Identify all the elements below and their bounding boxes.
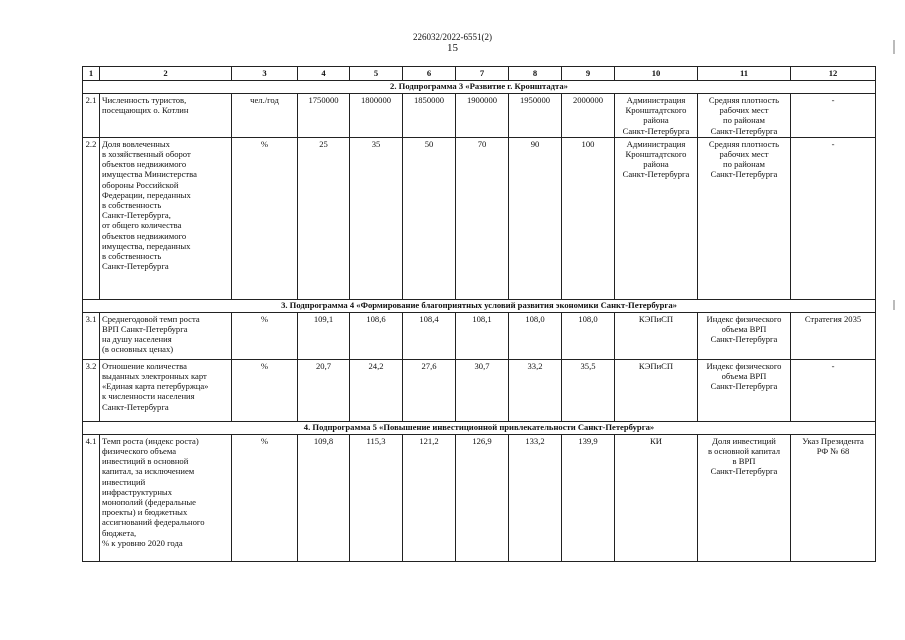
col-header: 4 <box>298 67 350 81</box>
value-cell: 109,8 <box>298 434 350 561</box>
value-cell: 27,6 <box>403 359 456 421</box>
col-header: 11 <box>698 67 791 81</box>
table-row <box>83 94 876 138</box>
col-header: 6 <box>403 67 456 81</box>
value-cell: 1750000 <box>298 94 350 138</box>
related-indicator-cell: Индекс физического объема ВРП Санкт-Петербурга <box>698 359 791 421</box>
value-cell: 1850000 <box>403 94 456 138</box>
value-cell: 30,7 <box>456 359 509 421</box>
related-indicator-cell: Индекс физического объема ВРП Санкт-Петербурга <box>698 312 791 359</box>
value-cell: 109,1 <box>298 312 350 359</box>
section-title: 2. Подпрограмма 3 «Развитие г. Кронштадта» <box>83 81 876 94</box>
row-number: 2.1 <box>83 94 100 138</box>
source-cell: - <box>791 94 876 138</box>
indicator-name: Темп роста (индекс роста) физического объема инвестиций в основной капитал, за исключением инвестиций инфраструктурных монополий (федеральные проекты) и бюджетных ассигнований федерального бюджета, % к уровню 2020 года <box>100 434 232 561</box>
responsible-cell: КИ <box>615 434 698 561</box>
value-cell: 25 <box>298 137 350 299</box>
value-cell: 2000000 <box>562 94 615 138</box>
value-cell: 20,7 <box>298 359 350 421</box>
column-header-row <box>83 67 876 81</box>
scan-artifact <box>893 300 895 310</box>
indicators-table <box>82 66 876 562</box>
value-cell: 115,3 <box>350 434 403 561</box>
value-cell: 1950000 <box>509 94 562 138</box>
row-number: 3.1 <box>83 312 100 359</box>
value-cell: 108,0 <box>562 312 615 359</box>
indicator-name: Доля вовлеченных в хозяйственный оборот объектов недвижимого имущества Министерства обороны Российской Федерации, переданных в собственность Санкт-Петербурга, от общего количества объектов недвижимого имущества, переданных в собственность Санкт-Петербурга <box>100 137 232 299</box>
value-cell: 1900000 <box>456 94 509 138</box>
source-cell: Стратегия 2035 <box>791 312 876 359</box>
responsible-cell: КЭПиСП <box>615 359 698 421</box>
responsible-cell: КЭПиСП <box>615 312 698 359</box>
table-row <box>83 312 876 359</box>
section-header-row <box>83 81 876 94</box>
col-header: 8 <box>509 67 562 81</box>
value-cell: 100 <box>562 137 615 299</box>
row-number: 3.2 <box>83 359 100 421</box>
col-header: 10 <box>615 67 698 81</box>
unit-cell: % <box>232 359 298 421</box>
table-row <box>83 137 876 299</box>
section-title: 3. Подпрограмма 4 «Формирование благоприятных условий развития экономики Санкт-Петербурга» <box>83 299 876 312</box>
value-cell: 121,2 <box>403 434 456 561</box>
col-header: 3 <box>232 67 298 81</box>
value-cell: 70 <box>456 137 509 299</box>
related-indicator-cell: Средняя плотность рабочих мест по районам Санкт-Петербурга <box>698 137 791 299</box>
value-cell: 126,9 <box>456 434 509 561</box>
value-cell: 90 <box>509 137 562 299</box>
section-header-row <box>83 299 876 312</box>
col-header: 7 <box>456 67 509 81</box>
value-cell: 35,5 <box>562 359 615 421</box>
scan-artifact <box>893 40 895 54</box>
related-indicator-cell: Средняя плотность рабочих мест по районам Санкт-Петербурга <box>698 94 791 138</box>
registry-number: 226032/2022-6551(2) <box>413 32 492 42</box>
value-cell: 108,1 <box>456 312 509 359</box>
value-cell: 108,0 <box>509 312 562 359</box>
value-cell: 24,2 <box>350 359 403 421</box>
value-cell: 108,6 <box>350 312 403 359</box>
col-header: 12 <box>791 67 876 81</box>
responsible-cell: Администрация Кронштадтского района Санкт-Петербурга <box>615 137 698 299</box>
unit-cell: % <box>232 137 298 299</box>
indicator-name: Среднегодовой темп роста ВРП Санкт-Петербурга на душу населения (в основных ценах) <box>100 312 232 359</box>
source-cell: - <box>791 137 876 299</box>
value-cell: 1800000 <box>350 94 403 138</box>
table-row <box>83 359 876 421</box>
indicator-name: Численность туристов, посещающих о. Котлин <box>100 94 232 138</box>
indicator-name: Отношение количества выданных электронных карт «Единая карта петербуржца» к численности населения Санкт-Петербурга <box>100 359 232 421</box>
value-cell: 35 <box>350 137 403 299</box>
unit-cell: чел./год <box>232 94 298 138</box>
related-indicator-cell: Доля инвестиций в основной капитал в ВРП Санкт-Петербурга <box>698 434 791 561</box>
value-cell: 108,4 <box>403 312 456 359</box>
col-header: 1 <box>83 67 100 81</box>
table-body <box>83 81 876 562</box>
row-number: 4.1 <box>83 434 100 561</box>
responsible-cell: Администрация Кронштадтского района Санкт-Петербурга <box>615 94 698 138</box>
page-number: 15 <box>447 42 458 54</box>
section-title: 4. Подпрограмма 5 «Повышение инвестиционной привлекательности Санкт-Петербурга» <box>83 421 876 434</box>
value-cell: 33,2 <box>509 359 562 421</box>
value-cell: 50 <box>403 137 456 299</box>
unit-cell: % <box>232 434 298 561</box>
value-cell: 133,2 <box>509 434 562 561</box>
value-cell: 139,9 <box>562 434 615 561</box>
col-header: 5 <box>350 67 403 81</box>
section-header-row <box>83 421 876 434</box>
source-cell: - <box>791 359 876 421</box>
row-number: 2.2 <box>83 137 100 299</box>
col-header: 9 <box>562 67 615 81</box>
unit-cell: % <box>232 312 298 359</box>
page-header <box>0 32 905 54</box>
source-cell: Указ Президента РФ № 68 <box>791 434 876 561</box>
col-header: 2 <box>100 67 232 81</box>
table-row <box>83 434 876 561</box>
